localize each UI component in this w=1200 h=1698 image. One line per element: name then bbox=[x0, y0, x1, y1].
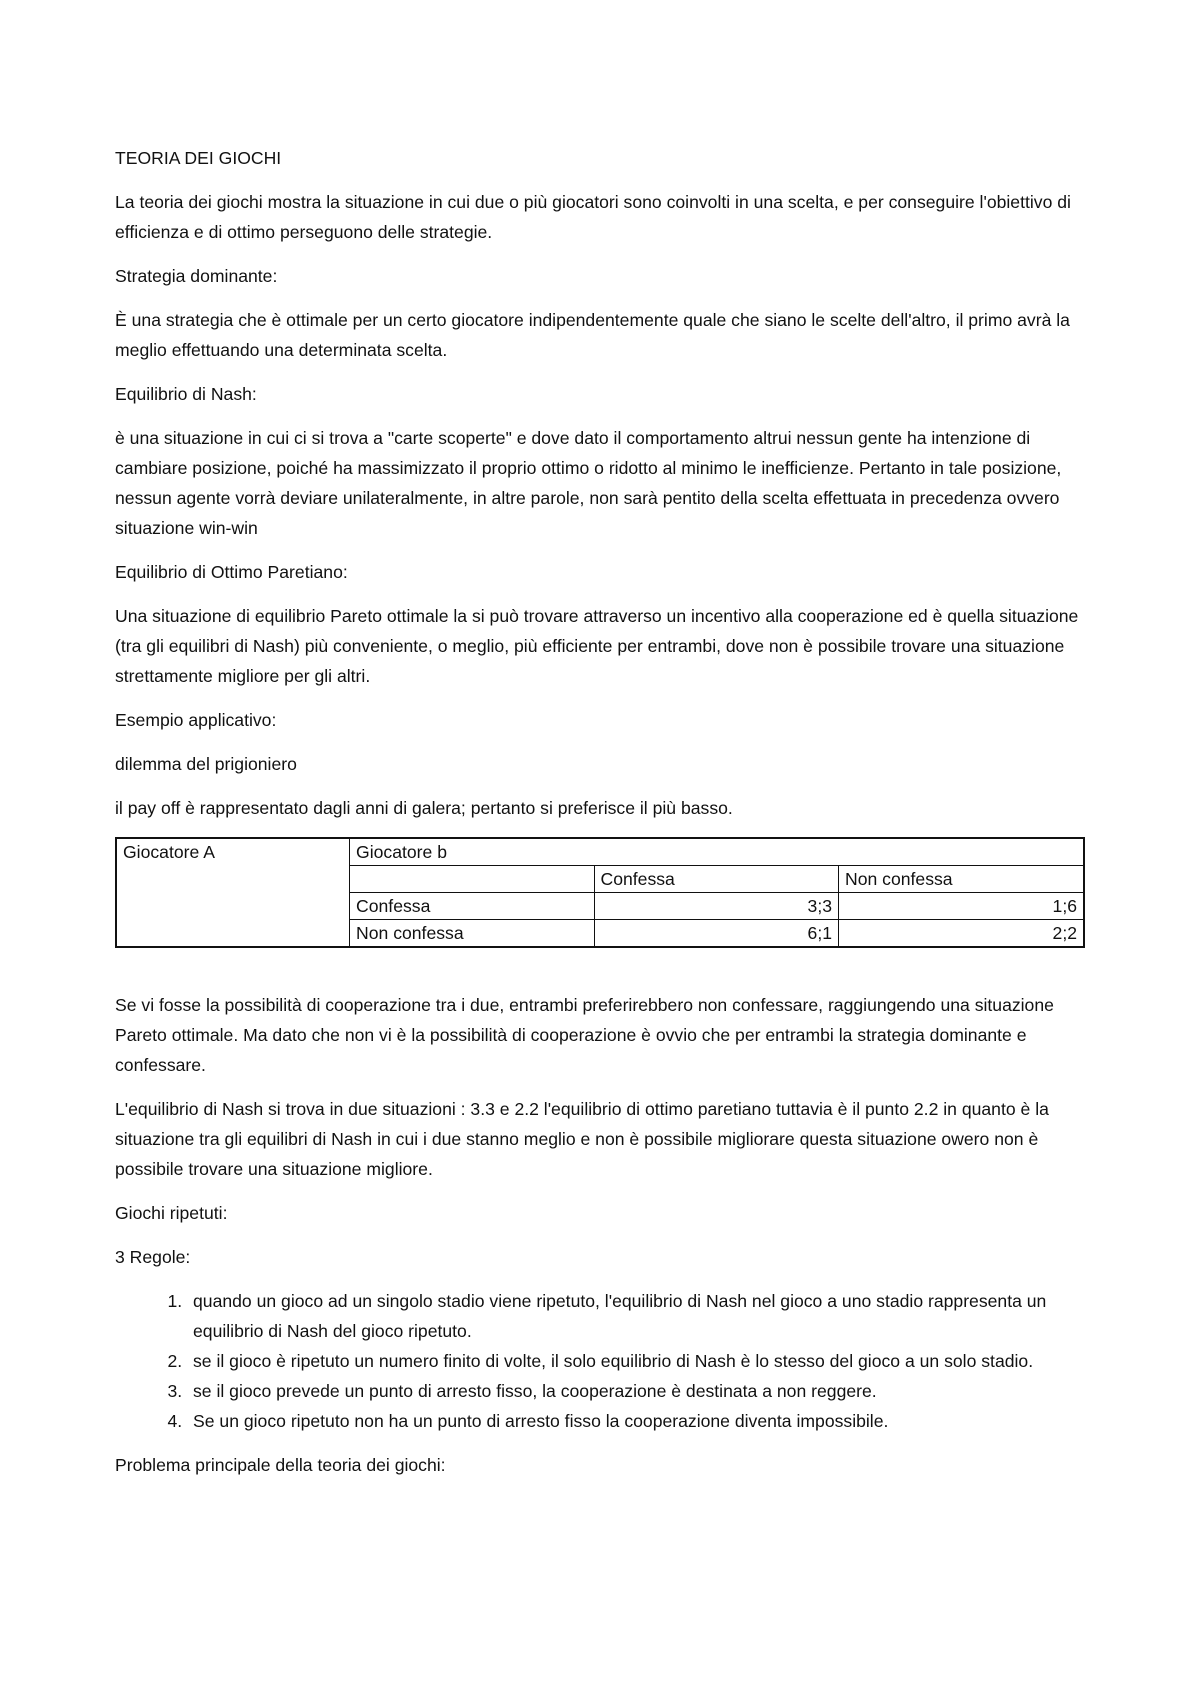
col-header-confessa: Confessa bbox=[594, 866, 838, 893]
payoff-table bbox=[115, 837, 1085, 948]
example-heading: Esempio applicativo: bbox=[115, 710, 277, 730]
list-item: 4. Se un gioco ripetuto non ha un punto di arresto fisso la cooperazione diventa impossibile. bbox=[187, 1406, 1085, 1436]
payoff-cell: 2;2 bbox=[839, 920, 1085, 948]
list-item: 2. se il gioco è ripetuto un numero finito di volte, il solo equilibrio di Nash è lo stesso del gioco a un solo stadio. bbox=[187, 1346, 1085, 1376]
cooperation-paragraph: Se vi fosse la possibilità di cooperazione tra i due, entrambi preferirebbero non confessare, raggiungendo una situazione Pareto ottimale. Ma dato che non vi è la possibilità di cooperazione è ovvio che per entrambi la strategia dominante e confessare. bbox=[115, 995, 1054, 1075]
row-label: Confessa bbox=[350, 893, 594, 920]
document-title: TEORIA DEI GIOCHI bbox=[115, 148, 282, 168]
example-payoff: il pay off è rappresentato dagli anni di galera; pertanto si preferisce il più basso. bbox=[115, 798, 733, 818]
pareto-heading: Equilibrio di Ottimo Paretiano: bbox=[115, 562, 348, 582]
empty-header-cell bbox=[350, 866, 594, 893]
dominant-strategy-heading: Strategia dominante: bbox=[115, 266, 278, 286]
list-item: 1. quando un gioco ad un singolo stadio viene ripetuto, l'equilibrio di Nash nel gioco a uno stadio rappresenta un equilibrio di Nash del gioco ripetuto. bbox=[187, 1286, 1085, 1346]
payoff-cell: 3;3 bbox=[594, 893, 838, 920]
list-item: 3. se il gioco prevede un punto di arresto fisso, la cooperazione è destinata a non reggere. bbox=[187, 1376, 1085, 1406]
problem-heading: Problema principale della teoria dei giochi: bbox=[115, 1455, 446, 1475]
nash-heading: Equilibrio di Nash: bbox=[115, 384, 257, 404]
dominant-strategy-text: È una strategia che è ottimale per un certo giocatore indipendentemente quale che siano le scelte dell'altro, il primo avrà la meglio effettuando una determinata scelta. bbox=[115, 310, 1070, 360]
nash-text: è una situazione in cui ci si trova a "carte scoperte" e dove dato il comportamento altrui nessun gente ha intenzione di cambiare posizione, poiché ha massimizzato il proprio ottimo o ridotto al minimo le inefficienze. Pertanto in tale posizione, nessun agente vorrà deviare unilateralmente, in altre parole, non sarà pentito della scelta effettuata in precedenza ovvero situazione win-win bbox=[115, 428, 1062, 538]
example-name: dilemma del prigioniero bbox=[115, 754, 297, 774]
col-header-non-confessa: Non confessa bbox=[839, 866, 1085, 893]
nash-pareto-paragraph: L'equilibrio di Nash si trova in due situazioni : 3.3 e 2.2 l'equilibrio di ottimo paretiano tuttavia è il punto 2.2 in quanto è la situazione tra gli equilibri di Nash in cui i due stanno meglio e non è possibile migliorare questa situazione owero non è possibile trovare una situazione migliore. bbox=[115, 1099, 1049, 1179]
payoff-cell: 1;6 bbox=[839, 893, 1085, 920]
rules-heading: 3 Regole: bbox=[115, 1247, 191, 1267]
row-label: Non confessa bbox=[350, 920, 594, 948]
rules-list bbox=[115, 1286, 1085, 1436]
payoff-cell: 6;1 bbox=[594, 920, 838, 948]
repeated-games-heading: Giochi ripetuti: bbox=[115, 1203, 228, 1223]
player-b-cell: Giocatore b bbox=[350, 838, 1084, 866]
intro-paragraph: La teoria dei giochi mostra la situazione in cui due o più giocatori sono coinvolti in una scelta, e per conseguire l'obiettivo di efficienza e di ottimo perseguono delle strategie. bbox=[115, 192, 1071, 242]
player-a-cell: Giocatore A bbox=[116, 838, 350, 947]
pareto-text: Una situazione di equilibrio Pareto ottimale la si può trovare attraverso un incentivo alla cooperazione ed è quella situazione (tra gli equilibri di Nash) più conveniente, o meglio, più efficiente per entrambi, dove non è possibile trovare una situazione strettamente migliore per gli altri. bbox=[115, 606, 1079, 686]
